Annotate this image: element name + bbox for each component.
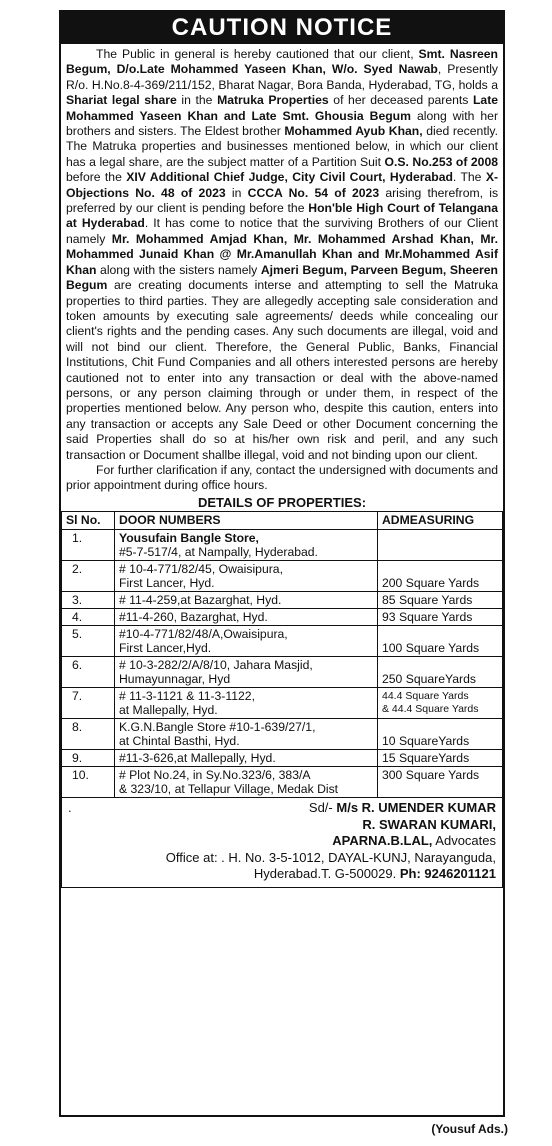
table-row	[62, 626, 503, 657]
row-measure: 250 SquareYards	[378, 657, 503, 688]
row-sno: 1.	[62, 530, 115, 561]
properties-table	[61, 511, 503, 798]
row-measure: 93 Square Yards	[378, 609, 503, 626]
notice-body	[61, 44, 503, 510]
ad-credit: (Yousuf Ads.)	[431, 1122, 508, 1136]
header-sl-no: Sl No.	[62, 512, 115, 530]
row-sno: 2.	[62, 561, 115, 592]
table-row	[62, 688, 503, 719]
signature-line-3: APARNA.B.LAL, Advocates	[332, 833, 496, 849]
row-sno: 10.	[62, 767, 115, 798]
details-heading: DETAILS OF PROPERTIES:	[197, 494, 367, 510]
row-measure: 44.4 Square Yards & 44.4 Square Yards	[378, 688, 503, 719]
paragraph-clarification: For further clarification if any, contact the undersigned with documents and prior appointment during office hours.	[66, 462, 498, 493]
row-door: # Plot No.24, in Sy.No.323/6, 383/A & 323/10, at Tellapur Village, Medak Dist	[115, 767, 378, 798]
row-sno: 6.	[62, 657, 115, 688]
header-door-numbers: DOOR NUMBERS	[115, 512, 378, 530]
row-door: # 10-3-282/2/A/8/10, Jahara Masjid, Humayunnagar, Hyd	[115, 657, 378, 688]
row-door: #11-4-260, Bazarghat, Hyd.	[115, 609, 378, 626]
table-header-row	[62, 512, 503, 530]
table-row	[62, 530, 503, 561]
row-measure: 85 Square Yards	[378, 592, 503, 609]
office-address-line-2: Hyderabad.T. G-500029. Ph: 9246201121	[253, 866, 496, 882]
notice-title: CAUTION NOTICE	[61, 12, 503, 44]
row-measure: 10 SquareYards	[378, 719, 503, 750]
row-sno: 3.	[62, 592, 115, 609]
row-measure: 300 Square Yards	[378, 767, 503, 798]
table-row	[62, 719, 503, 750]
row-sno: 4.	[62, 609, 115, 626]
caution-notice	[59, 10, 505, 1117]
signature-dot: .	[68, 800, 72, 816]
row-door: K.G.N.Bangle Store #10-1-639/27/1, at Chintal Basthi, Hyd.	[115, 719, 378, 750]
office-address-line-1: Office at: . H. No. 3-5-1012, DAYAL-KUNJ, Narayanguda,	[165, 849, 496, 865]
table-row	[62, 750, 503, 767]
signature-line-2: R. SWARAN KUMARI,	[362, 816, 496, 832]
row-measure	[378, 530, 503, 561]
header-admeasuring: ADMEASURING	[378, 512, 503, 530]
row-door: # 11-3-1121 & 11-3-1122, at Mallepally, Hyd.	[115, 688, 378, 719]
row-sno: 8.	[62, 719, 115, 750]
row-door: # 10-4-771/82/45, Owaisipura, First Lancer, Hyd.	[115, 561, 378, 592]
row-sno: 7.	[62, 688, 115, 719]
row-door: Yousufain Bangle Store, #5-7-517/4, at Nampally, Hyderabad.	[115, 530, 378, 561]
row-measure: 200 Square Yards	[378, 561, 503, 592]
signature-line-1: Sd/- M/s R. UMENDER KUMAR	[308, 800, 496, 816]
table-row	[62, 592, 503, 609]
table-row	[62, 767, 503, 798]
signature-block	[61, 798, 503, 888]
row-door: #10-4-771/82/48/A,Owaisipura, First Lancer,Hyd.	[115, 626, 378, 657]
row-measure: 100 Square Yards	[378, 626, 503, 657]
row-door: #11-3-626,at Mallepally, Hyd.	[115, 750, 378, 767]
table-row	[62, 561, 503, 592]
row-sno: 9.	[62, 750, 115, 767]
paragraph-main: The Public in general is hereby cautioned that our client, Smt. Nasreen Begum, D/o.Late Mohammed Yaseen Khan, W/o. Syed Nawab, Presently R/o. H.No.8-4-369/211/152, Bharat Nagar, Bora Banda, Hyderabad, TG, holds a Shariat legal share in the Matruka Properties of her deceased parents Late Mohammed Yaseen Khan and Late Smt. Ghousia Begum along with her brothers and sisters. The Eldest brother Mohammed Ayub Khan, died recently. The Matruka properties and businesses mentioned below, in which our client has a legal share, are the subject matter of a Partition Suit O.S. No.253 of 2008 before the XIV Additional Chief Judge, City Civil Court, Hyderabad. The X-Objections No. 48 of 2023 in CCCA No. 54 of 2023 arising therefrom, is preferred by our client is pending before the Hon'ble High Court of Telangana at Hyderabad. It has come to notice that the surviving Brothers of our Client namely Mr. Mohammed Amjad Khan, Mr. Mohammed Arshad Khan, Mr. Mohammed Junaid Khan @ Mr.Amanullah Khan and Mr.Mohammed Asif Khan along with the sisters namely Ajmeri Begum, Parveen Begum, Sheeren Begum are creating documents interse and attempting to sell the Matruka properties to third parties. They are allegedly accepting sale consideration and token amounts by executing sale agreements/ deeds while concealing our client's rights and the pending cases. Any such documents are illegal, void and will not bind our client. Therefore, the General Public, Banks, Financial Institutions, Chit Fund Companies and all others interested persons are hereby cautioned not to enter into any transaction or deal with the above-named persons, or any person claiming through or under them, in respect of the properties mentioned below. Any person who, despite this caution, enters into any transaction or accepts any Sale Deed or other Document concerning the said Properties shall do so at his/her own risk and peril, and any such transaction or Document shallbe illegal, void and not binding upon our client.	[66, 47, 499, 462]
table-row	[62, 657, 503, 688]
row-measure: 15 SquareYards	[378, 750, 503, 767]
table-row	[62, 609, 503, 626]
row-sno: 5.	[62, 626, 115, 657]
row-door: # 11-4-259,at Bazarghat, Hyd.	[115, 592, 378, 609]
